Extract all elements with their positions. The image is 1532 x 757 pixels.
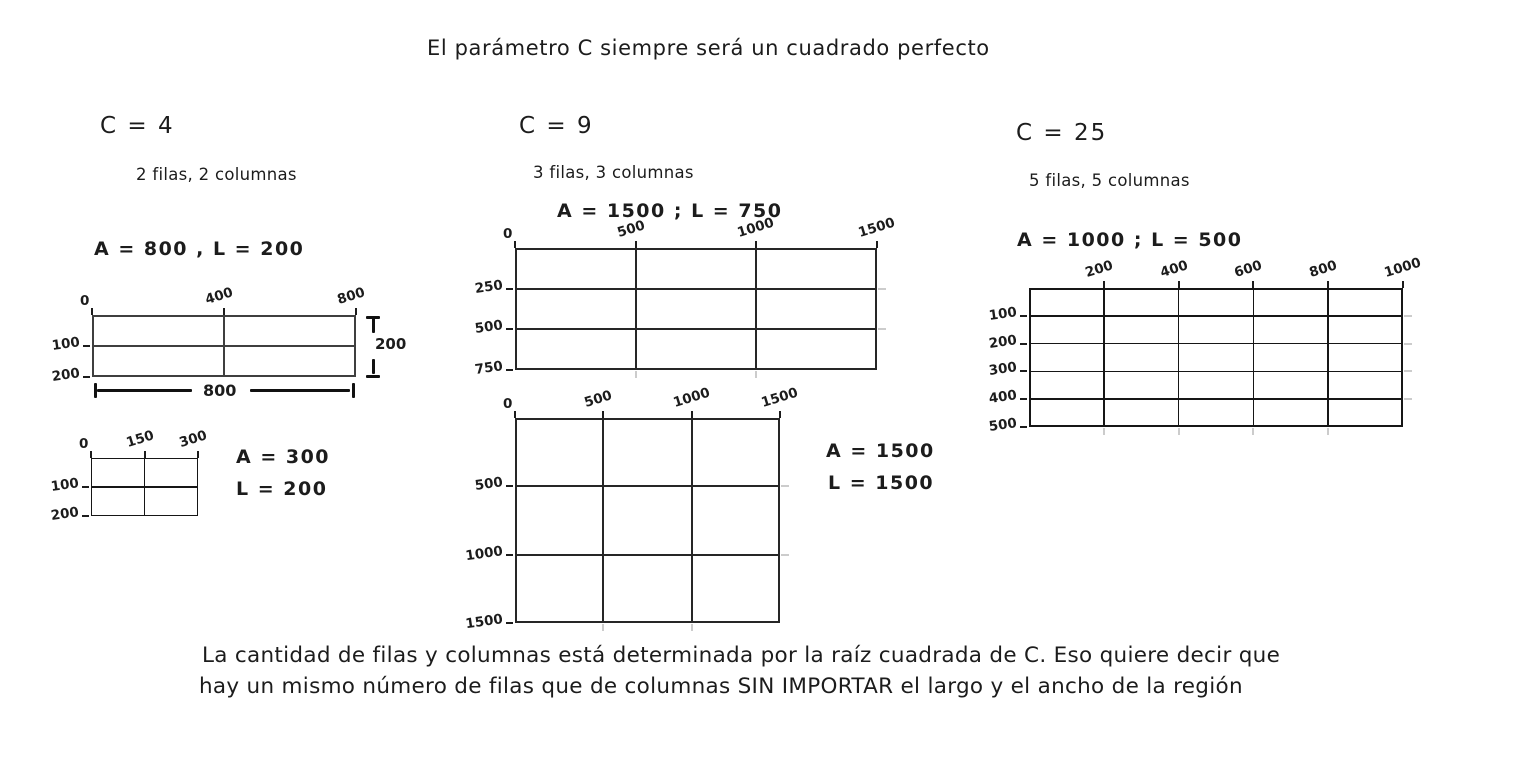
c9-subtitle: 3 filas, 3 columnas (533, 163, 694, 182)
x-axis-label: 1500 (759, 384, 800, 411)
line-overshoot (635, 371, 637, 378)
y-axis-label: 1500 (464, 611, 504, 633)
grid-line-horizontal (1029, 398, 1403, 400)
line-overshoot (1404, 398, 1412, 400)
line-overshoot (781, 485, 789, 487)
x-axis-label: 0 (503, 226, 513, 242)
x-axis-tick (1178, 281, 1180, 288)
page-title: El parámetro C siempre será un cuadrado perfecto (427, 36, 990, 60)
y-axis-tick (82, 486, 89, 488)
c4-small-grid (49, 427, 209, 524)
x-axis-tick (876, 241, 878, 248)
dim-cap (366, 375, 380, 378)
grid-line-horizontal (1029, 371, 1403, 373)
x-axis-label: 1000 (735, 214, 777, 241)
grid-line-horizontal (1029, 343, 1403, 345)
c9-wide-grid (473, 214, 897, 378)
x-axis-tick (691, 411, 693, 418)
grid-line-horizontal (91, 486, 198, 488)
x-axis-label: 150 (123, 427, 156, 451)
y-axis-tick (83, 345, 90, 347)
grid-line-horizontal (92, 345, 356, 347)
x-axis-label: 400 (203, 284, 235, 308)
grid-line-vertical (635, 248, 637, 370)
x-axis-tick (355, 308, 357, 315)
grid-line-vertical (1253, 288, 1255, 427)
y-axis-label: 100 (49, 475, 80, 495)
grid-line-vertical (1327, 288, 1329, 427)
c9-heading: C = 9 (519, 113, 594, 139)
y-axis-label: 300 (987, 359, 1018, 380)
x-axis-label: 500 (582, 387, 615, 411)
line-overshoot (691, 624, 693, 631)
x-axis-tick (144, 451, 146, 458)
y-axis-label: 100 (50, 334, 81, 354)
line-overshoot (781, 554, 789, 556)
c9-wide-formula: A = 1500 ; L = 750 (557, 200, 783, 222)
x-axis-label: 200 (1083, 257, 1115, 281)
grid-line-vertical (755, 248, 757, 370)
x-axis-label: 800 (335, 284, 367, 308)
x-axis-label: 1500 (856, 214, 897, 241)
line-overshoot (1178, 428, 1180, 435)
c4-main-formula: A = 800 , L = 200 (94, 238, 305, 260)
x-axis-label: 1000 (670, 384, 712, 411)
c4-main-grid (50, 284, 407, 400)
c9-square-grid (464, 384, 800, 633)
x-axis-label: 1000 (1382, 254, 1423, 281)
x-axis-label: 800 (1307, 257, 1340, 281)
y-axis-label: 500 (473, 317, 504, 338)
dim-cap (352, 383, 355, 398)
c25-main-formula: A = 1000 ; L = 500 (1017, 229, 1243, 251)
line-overshoot (878, 288, 886, 290)
grid-line-vertical (1178, 288, 1180, 427)
grid-outline (1029, 288, 1403, 427)
y-axis-tick (82, 515, 89, 517)
y-axis-tick (506, 328, 513, 330)
x-axis-tick (755, 241, 757, 248)
c4-small-length-text: L = 200 (236, 478, 328, 500)
line-overshoot (1404, 343, 1412, 345)
c4-subtitle: 2 filas, 2 columnas (136, 165, 297, 184)
c4-small-area-text: A = 300 (236, 446, 331, 468)
y-axis-tick (83, 376, 90, 378)
y-axis-label: 100 (987, 303, 1018, 324)
x-axis-label: 400 (1157, 257, 1190, 281)
c9-square-area-text: A = 1500 (826, 440, 935, 462)
y-axis-label: 500 (987, 415, 1018, 435)
c4-heading: C = 4 (100, 113, 175, 139)
y-axis-tick (1020, 343, 1027, 345)
grid-line-horizontal (515, 328, 877, 330)
x-axis-tick (1327, 281, 1329, 288)
dim-line (372, 359, 375, 374)
y-axis-label: 200 (50, 365, 81, 385)
grid-line-horizontal (515, 288, 877, 290)
y-axis-tick (506, 622, 513, 624)
y-axis-tick (506, 485, 513, 487)
line-overshoot (1252, 428, 1254, 435)
y-axis-label: 500 (473, 474, 504, 495)
c25-main-grid (987, 254, 1423, 435)
line-overshoot (1404, 370, 1412, 372)
line-overshoot (1404, 315, 1412, 317)
x-axis-tick (91, 308, 93, 315)
x-axis-tick (514, 411, 516, 418)
x-axis-tick (635, 241, 637, 248)
x-axis-tick (1103, 281, 1105, 288)
grid-line-horizontal (515, 485, 780, 487)
c25-subtitle: 5 filas, 5 columnas (1029, 171, 1190, 190)
x-axis-label: 600 (1232, 257, 1265, 281)
grid-line-horizontal (515, 554, 780, 556)
line-overshoot (1103, 428, 1105, 435)
x-axis-label: 500 (614, 217, 647, 241)
c9-square-length-text: L = 1500 (828, 472, 935, 494)
grid-line-vertical (602, 418, 604, 623)
y-axis-label: 200 (49, 504, 80, 524)
footer-line-2: hay un mismo número de filas que de columnas SIN IMPORTAR el largo y el ancho de la región (199, 674, 1243, 699)
x-axis-label: 300 (177, 427, 209, 451)
c25-heading: C = 25 (1016, 120, 1108, 146)
x-axis-tick (602, 411, 604, 418)
line-overshoot (1327, 428, 1329, 435)
x-axis-label: 0 (79, 436, 89, 452)
grid-outline (515, 248, 877, 370)
width-dimension-label: 800 (203, 381, 237, 400)
height-dimension-label: 200 (375, 335, 407, 353)
y-axis-label: 1000 (464, 542, 504, 564)
footer-line-1: La cantidad de filas y columnas está determinada por la raíz cuadrada de C. Eso quiere decir que (202, 643, 1281, 668)
x-axis-tick (90, 451, 92, 458)
x-axis-tick (223, 308, 225, 315)
dim-line (250, 389, 350, 392)
y-axis-tick (1020, 315, 1027, 317)
y-axis-tick (1020, 426, 1027, 428)
y-axis-label: 200 (987, 331, 1018, 352)
grid-outline (515, 418, 780, 623)
x-axis-tick (779, 411, 781, 418)
line-overshoot (755, 371, 757, 378)
dim-line (97, 389, 192, 392)
x-axis-tick (197, 451, 199, 458)
grid-line-vertical (691, 418, 693, 623)
y-axis-tick (506, 554, 513, 556)
line-overshoot (602, 624, 604, 631)
grid-line-horizontal (1029, 315, 1403, 317)
dim-line (372, 318, 375, 333)
y-axis-label: 750 (473, 358, 504, 378)
x-axis-label: 0 (80, 293, 90, 309)
y-axis-label: 400 (987, 387, 1018, 408)
y-axis-tick (506, 369, 513, 371)
y-axis-label: 250 (473, 276, 504, 297)
y-axis-tick (506, 288, 513, 290)
grid-line-vertical (1103, 288, 1105, 427)
x-axis-tick (1402, 281, 1404, 288)
y-axis-tick (1020, 370, 1027, 372)
x-axis-label: 0 (503, 396, 513, 412)
y-axis-tick (1020, 398, 1027, 400)
line-overshoot (878, 328, 886, 330)
x-axis-tick (1252, 281, 1254, 288)
x-axis-tick (514, 241, 516, 248)
